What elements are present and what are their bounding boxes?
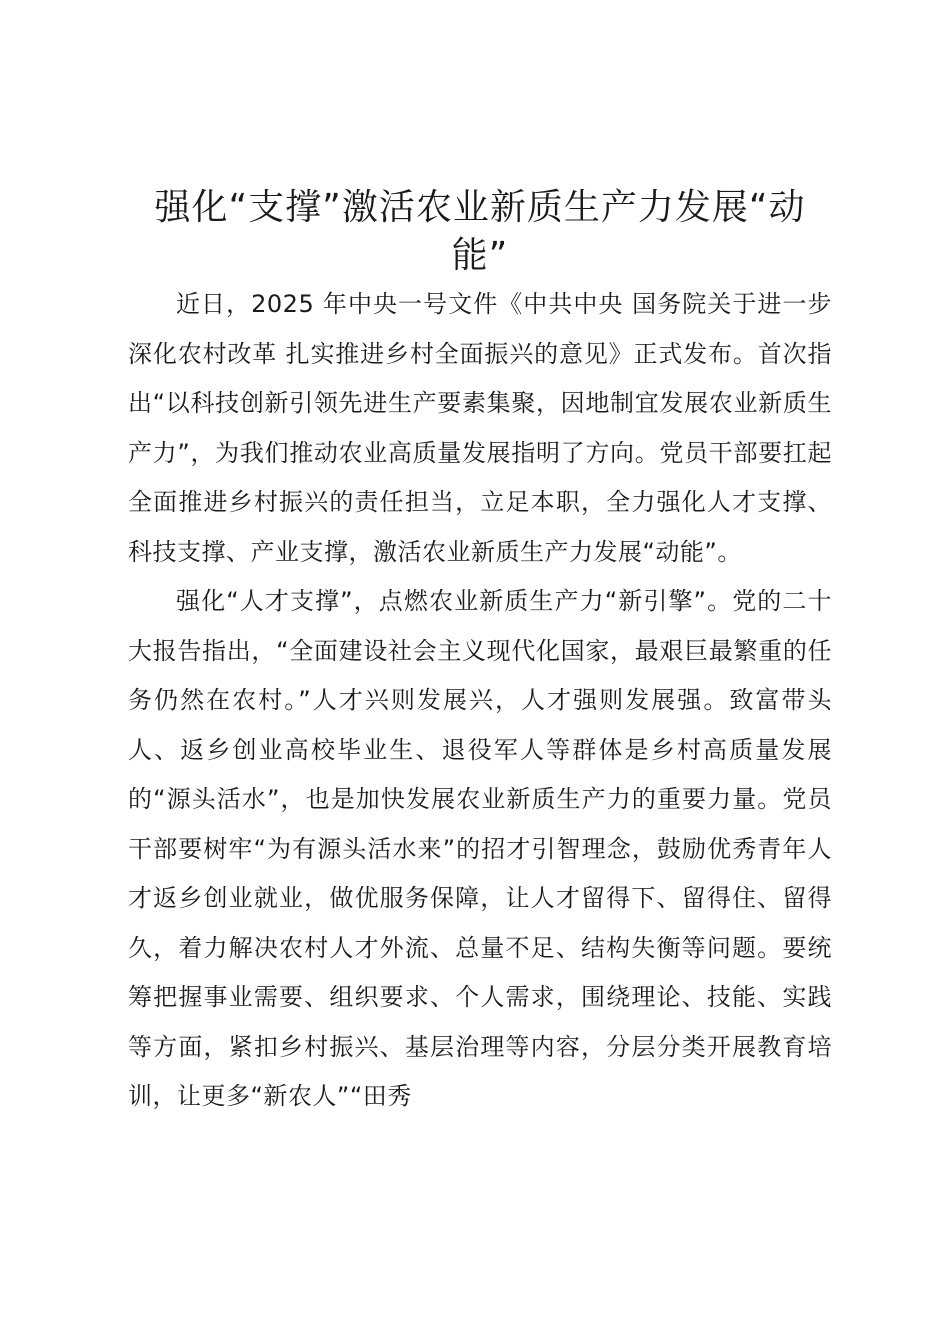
paragraph-talent-support: 强化“人才支撑”，点燃农业新质生产力“新引擎”。党的二十大报告指出，“全面建设社会主义现代化国家，最艰巨最繁重的任务仍然在农村。”人才兴则发展兴，人才强则发展强。致富带头人、返乡创业高校毕业生、退役军人等群体是乡村高质量发展的“源头活水”，也是加快发展农业新质生产力的重要力量。党员干部要树牢“为有源头活水来”的招才引智理念，鼓励优秀青年人才返乡创业就业，做优服务保障，让人才留得下、留得住、留得久，着力解决农村人才外流、总量不足、结构失衡等问题。要统筹把握事业需要、组织要求、个人需求，围绕理论、技能、实践等方面，紧扣乡村振兴、基层治理等内容，分层分类开展教育培训，让更多“新农人”“田秀 bbox=[128, 587, 832, 1110]
paragraph-intro: 近日，2025 年中央一号文件《中共中央 国务院关于进一步深化农村改革 扎实推进乡村全面振兴的意见》正式发布。首次指出“以科技创新引领先进生产要素集聚，因地制宜发展农业新质生产力”，为我们推动农业高质量发展指明了方向。党员干部要扛起全面推进乡村振兴的责任担当，立足本职，全力强化人才支撑、科技支撑、产业支撑，激活农业新质生产力发展“动能”。 bbox=[128, 290, 832, 566]
document-body bbox=[128, 280, 832, 1122]
document-title: 强化“支撑”激活农业新质生产力发展“动能” bbox=[154, 187, 806, 276]
